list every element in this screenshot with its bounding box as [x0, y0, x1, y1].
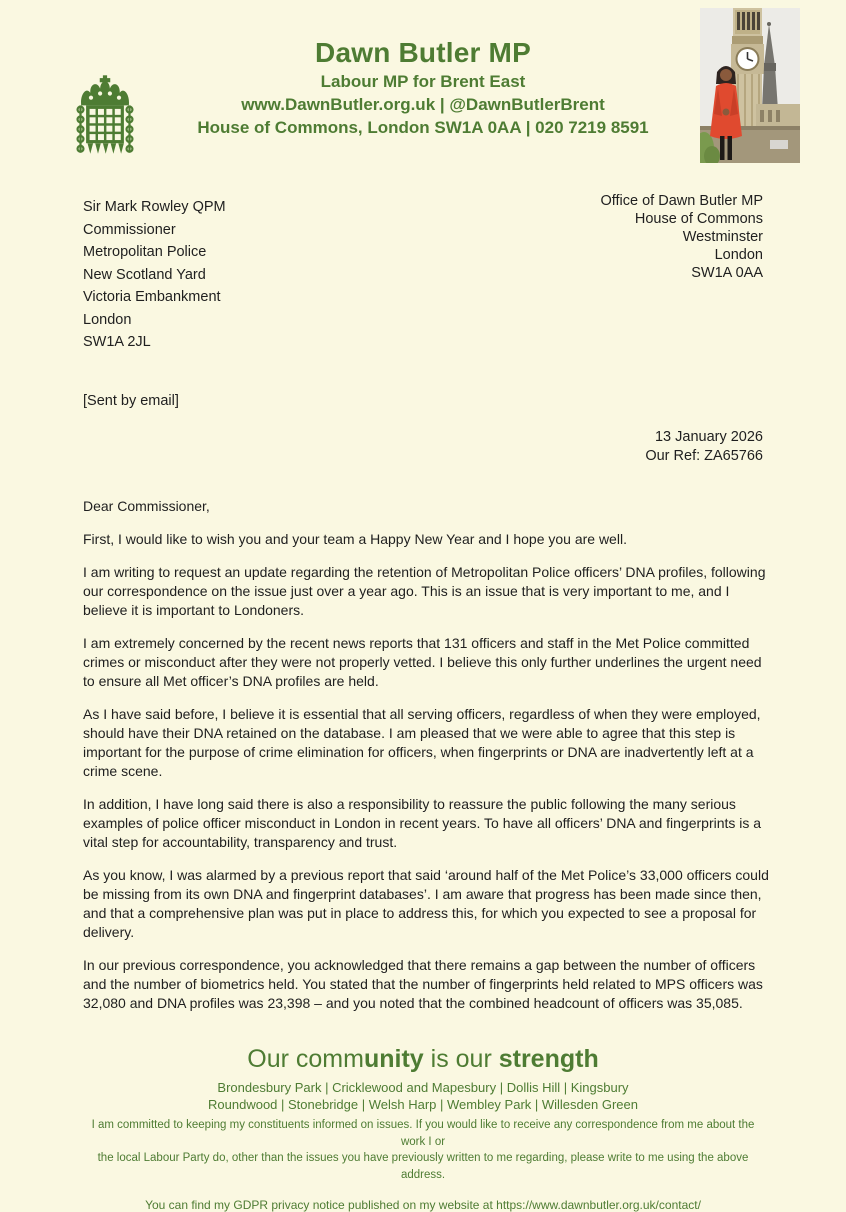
mp-contact-line: www.DawnButler.org.uk | @DawnButlerBrent	[241, 95, 605, 114]
gdpr-notice: You can find my GDPR privacy notice published on my website at https://www.dawnbutler.org.uk/contact/	[145, 1198, 701, 1212]
letter-paragraph: In addition, I have long said there is also a responsibility to reassure the public following the many serious examples of police officer misconduct in London in recent years. To have all officers’ DNA and fingerprints is a vital step for accountability, transparency and trust.	[83, 796, 762, 850]
letter-paragraph: As I have said before, I believe it is essential that all serving officers, regardless of when they were employed, should have their DNA retained on the database. I am pleased that we were able to agree that this step is important for the purpose of crime elimination for officers, when fingerprints or DNA are inadvertently left at a crime scene.	[83, 706, 761, 779]
letter-paragraph: As you know, I was alarmed by a previous report that said ‘around half of the Met Police’s 33,000 officers could be missing from its own DNA and fingerprint databases’. I am aware that progress has been made since then, and that a comprehensive plan was put in place to address this, for which you expected to see a proposal for delivery.	[83, 867, 769, 940]
wards-line-1: Brondesbury Park | Cricklewood and Mapesbury | Dollis Hill | Kingsbury	[217, 1080, 629, 1095]
disclaimer-line-1: I am committed to keeping my constituents informed on issues. If you would like to receive any correspondence from me about the work I or	[91, 1119, 755, 1148]
letter-body	[83, 497, 775, 1027]
sender-address-line: SW1A 0AA	[691, 265, 763, 281]
sender-address-line: London	[714, 247, 763, 263]
mp-role: Labour MP for Brent East	[320, 72, 526, 91]
recipient-address-line: SW1A 2JL	[83, 334, 151, 350]
sender-address-line: Office of Dawn Butler MP	[600, 193, 763, 209]
letter-reference: Our Ref: ZA65766	[645, 447, 763, 464]
sender-address-line: Westminster	[682, 229, 763, 245]
letter-paragraph: I am extremely concerned by the recent news reports that 131 officers and staff in the Met Police committed crimes or misconduct after they were not properly vetted. I believe this only further underlines the urgent need to ensure all Met officer’s DNA profiles are held.	[83, 635, 762, 689]
letter-date: 13 January 2026	[654, 429, 763, 445]
community-slogan	[0, 1044, 846, 1074]
correspondence-disclaimer	[83, 1117, 763, 1183]
sender-address-line: House of Commons	[634, 211, 763, 227]
recipient-address-line: Victoria Embankment	[83, 289, 221, 305]
date-reference-block	[645, 428, 763, 465]
letter-paragraph: I am writing to request an update regarding the retention of Metropolitan Police officers’ DNA profiles, following our correspondence on the issue just over a year ago. This is an issue that is very important to me, and I believe it is important to Londoners.	[83, 564, 766, 618]
salutation: Dear Commissioner,	[83, 498, 210, 514]
mp-name: Dawn Butler MP	[315, 37, 531, 68]
mp-address-line: House of Commons, London SW1A 0AA | 020 7219 8591	[197, 118, 649, 137]
recipient-address-line: Sir Mark Rowley QPM	[83, 199, 226, 215]
wards-list	[0, 1079, 846, 1113]
slogan-part-bold: strength	[498, 1045, 599, 1073]
recipient-address-line: Commissioner	[83, 221, 176, 238]
sent-by-email-note: [Sent by email]	[83, 393, 179, 409]
letter-footer	[0, 1044, 846, 1212]
slogan-part: Our comm	[247, 1045, 364, 1073]
letterhead	[0, 36, 846, 139]
slogan-part: is our	[423, 1045, 499, 1073]
disclaimer-line-2: the local Labour Party do, other than the issues you have previously written to me regarding, please write to me using the above address.	[97, 1152, 749, 1181]
wards-line-2: Roundwood | Stonebridge | Welsh Harp | Wembley Park | Willesden Green	[208, 1097, 638, 1112]
recipient-address-line: Metropolitan Police	[83, 244, 207, 260]
letter-paragraph: First, I would like to wish you and your team a Happy New Year and I hope you are well.	[83, 531, 627, 547]
slogan-part-bold: unity	[363, 1045, 424, 1073]
recipient-address-line: New Scotland Yard	[83, 266, 206, 283]
recipient-address	[83, 196, 226, 354]
sender-address	[600, 192, 763, 282]
letter-paragraphs	[83, 530, 775, 1013]
letter-paragraph: In our previous correspondence, you acknowledged that there remains a gap between the number of officers and the number of biometrics held. You stated that the number of fingerprints held related to MPS officers was 32,080 and DNA profiles was 23,398 – and you noted that the combined headcount of officers was 35,085.	[83, 957, 763, 1011]
recipient-address-line: London	[83, 311, 132, 328]
